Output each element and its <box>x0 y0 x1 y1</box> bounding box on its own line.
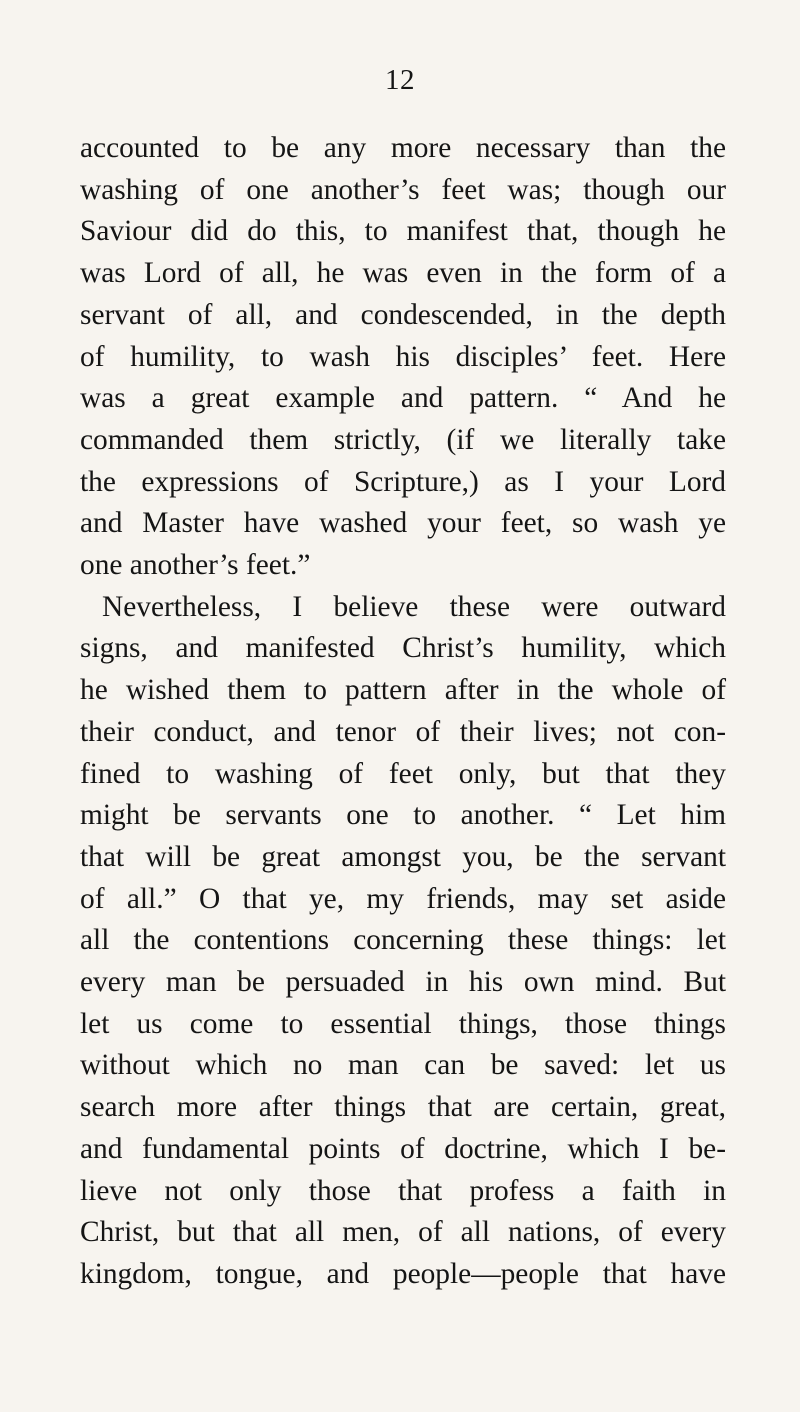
paragraph-first-line: Nevertheless, I believe these were outward <box>102 590 726 623</box>
page-number: 12 <box>385 64 415 96</box>
text-line: the expressions of Scripture,) as I your Lord <box>80 465 726 498</box>
text-line: that will be great amongst you, be the servant <box>80 840 726 873</box>
text-line: and fundamental points of doctrine, which I be- <box>80 1132 726 1165</box>
text-line: all the contentions concerning these things: let <box>80 924 726 957</box>
text-line: let us come to essential things, those things <box>80 1007 726 1040</box>
text-line: accounted to be any more necessary than the <box>80 132 726 164</box>
text-line: was Lord of all, he was even in the form of a <box>80 257 726 290</box>
text-line: fined to washing of feet only, but that they <box>80 757 726 790</box>
text-line: commanded them strictly, (if we literally take <box>80 423 726 456</box>
text-line: of humility, to wash his disciples’ feet. Here <box>80 340 726 373</box>
text-line: lieve not only those that profess a faith in <box>80 1174 726 1207</box>
text-line: Saviour did do this, to manifest that, though he <box>80 215 726 248</box>
text-line: was a great example and pattern. “ And he <box>80 382 726 415</box>
text-line: every man be persuaded in his own mind. But <box>80 966 726 999</box>
body-text <box>80 128 726 1296</box>
text-line: Christ, but that all men, of all nations, of every <box>80 1216 726 1249</box>
paragraph-last-line: one another’s feet.” <box>80 549 311 582</box>
text-line: without which no man can be saved: let us <box>80 1049 726 1082</box>
text-line: of all.” O that ye, my friends, may set aside <box>80 882 726 915</box>
text-line: kingdom, tongue, and people—people that have <box>80 1257 726 1290</box>
text-line: their conduct, and tenor of their lives; not con- <box>80 715 726 748</box>
text-line: might be servants one to another. “ Let him <box>80 799 726 832</box>
text-line: he wished them to pattern after in the whole of <box>80 674 726 707</box>
text-line: washing of one another’s feet was; though our <box>80 173 726 206</box>
text-line: servant of all, and condescended, in the depth <box>80 298 726 331</box>
text-line: and Master have washed your feet, so wash ye <box>80 507 726 540</box>
text-line: search more after things that are certain, great, <box>80 1091 726 1124</box>
text-line: signs, and manifested Christ’s humility, which <box>80 632 726 665</box>
